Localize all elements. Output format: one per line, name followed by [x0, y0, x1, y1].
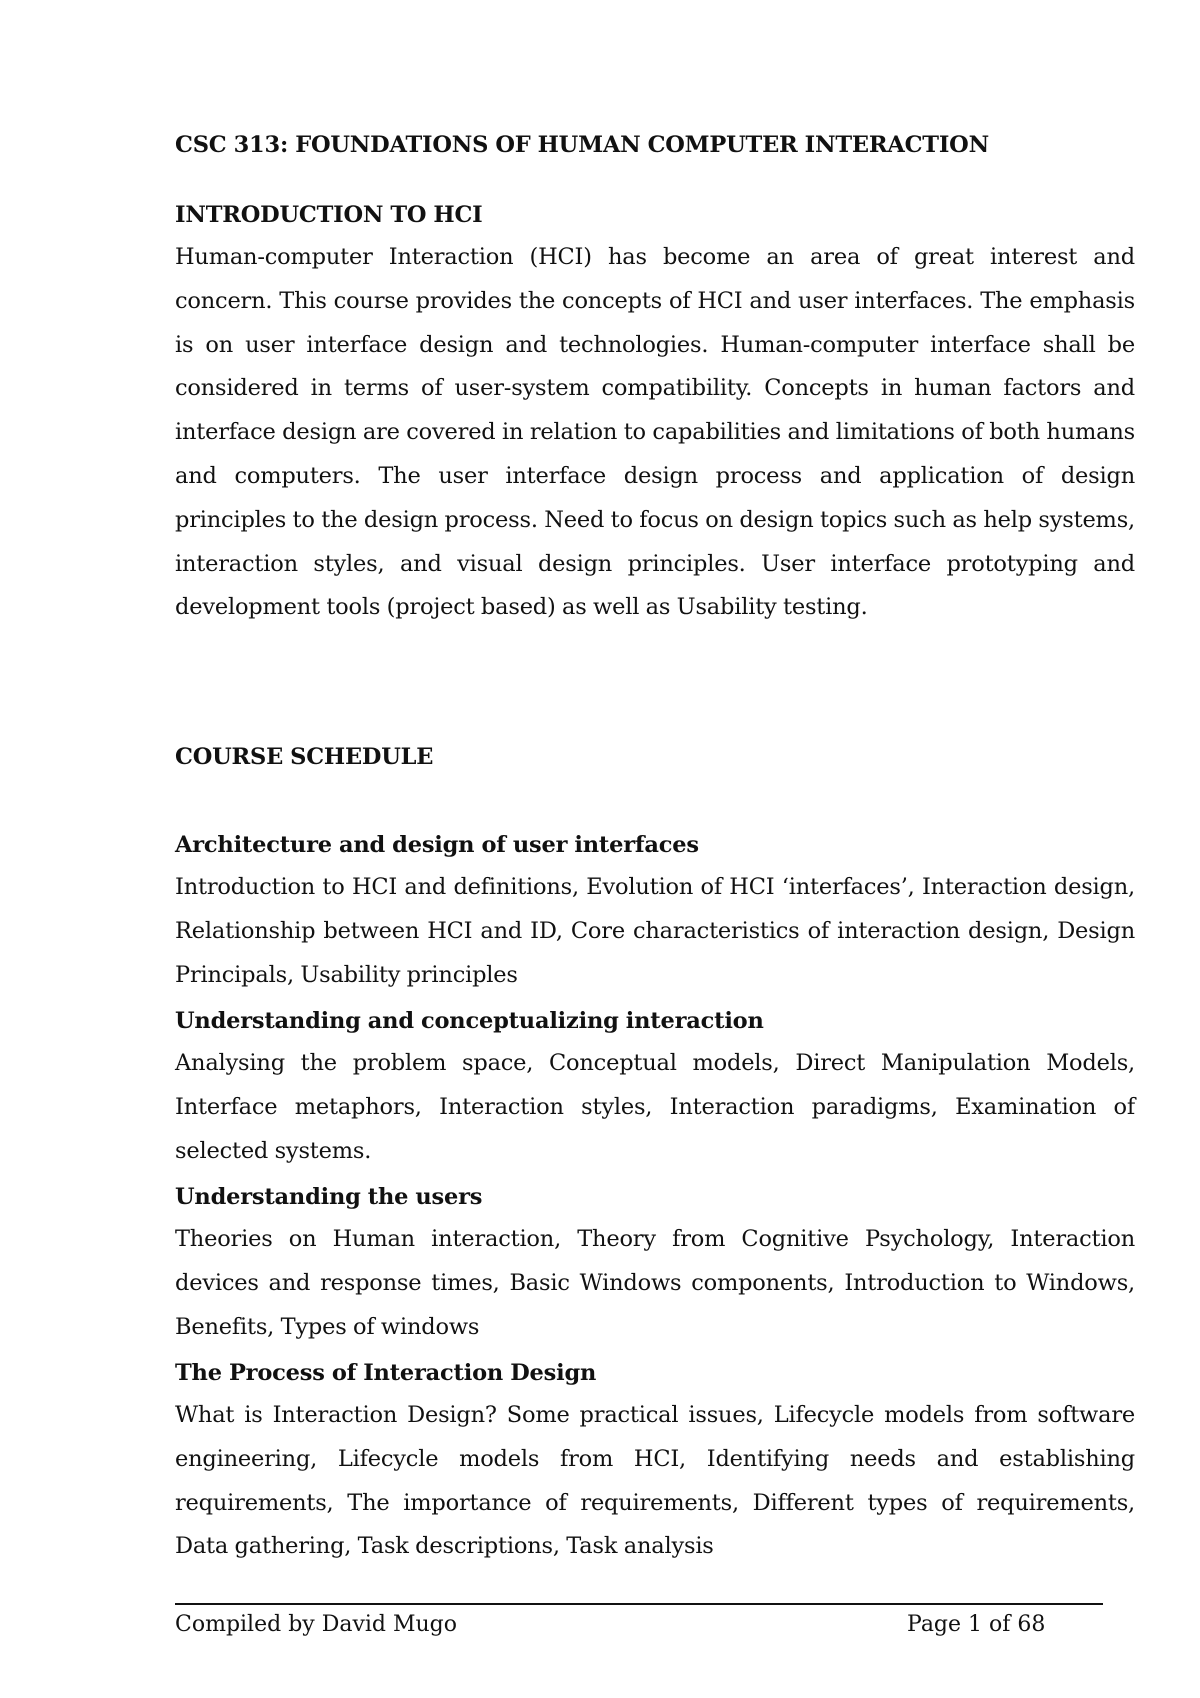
intro-heading: INTRODUCTION TO HCI: [175, 202, 483, 228]
schedule-heading: COURSE SCHEDULE: [175, 744, 434, 770]
course-title: CSC 313: FOUNDATIONS OF HUMAN COMPUTER INTERACTION: [175, 132, 989, 158]
topic-title: Architecture and design of user interfaces: [175, 832, 699, 858]
topic-title: Understanding and conceptualizing interaction: [175, 1008, 764, 1034]
footer-divider: [175, 1603, 1103, 1605]
footer-compiled-by: Compiled by David Mugo: [175, 1612, 458, 1637]
topic-body: Analysing the problem space, Conceptual models, Direct Manipulation Models, Interface metaphors, Interaction styles, Interaction paradigms, Examination of selected systems.: [175, 1050, 1135, 1164]
topic-body: What is Interaction Design? Some practical issues, Lifecycle models from software engineering, Lifecycle models from HCI, Identifying needs and establishing requirements, The importance of requirements, Different types of requirements, Data gathering, Task descriptions, Task analysis: [175, 1402, 1135, 1560]
footer-page-number: Page 1 of 68: [907, 1612, 1046, 1637]
topic-title: Understanding the users: [175, 1184, 483, 1210]
topic-body: Theories on Human interaction, Theory from Cognitive Psychology, Interaction devices and response times, Basic Windows components, Introduction to Windows, Benefits, Types of windows: [175, 1226, 1135, 1340]
intro-paragraph: Human-computer Interaction (HCI) has become an area of great interest and concern. This course provides the concepts of HCI and user interfaces. The emphasis is on user interface design and technologies. Human-computer interface shall be considered in terms of user-system compatibility. Concepts in human factors and interface design are covered in relation to capabilities and limitations of both humans and computers. The user interface design process and application of design principles to the design process. Need to focus on design topics such as help systems, interaction styles, and visual design principles. User interface prototyping and development tools (project based) as well as Usability testing.: [175, 244, 1135, 621]
topic-body: Introduction to HCI and definitions, Evolution of HCI ‘interfaces’, Interaction design, Relationship between HCI and ID, Core characteristics of interaction design, Design Principals, Usability principles: [175, 874, 1135, 988]
topic-title: The Process of Interaction Design: [175, 1360, 597, 1386]
